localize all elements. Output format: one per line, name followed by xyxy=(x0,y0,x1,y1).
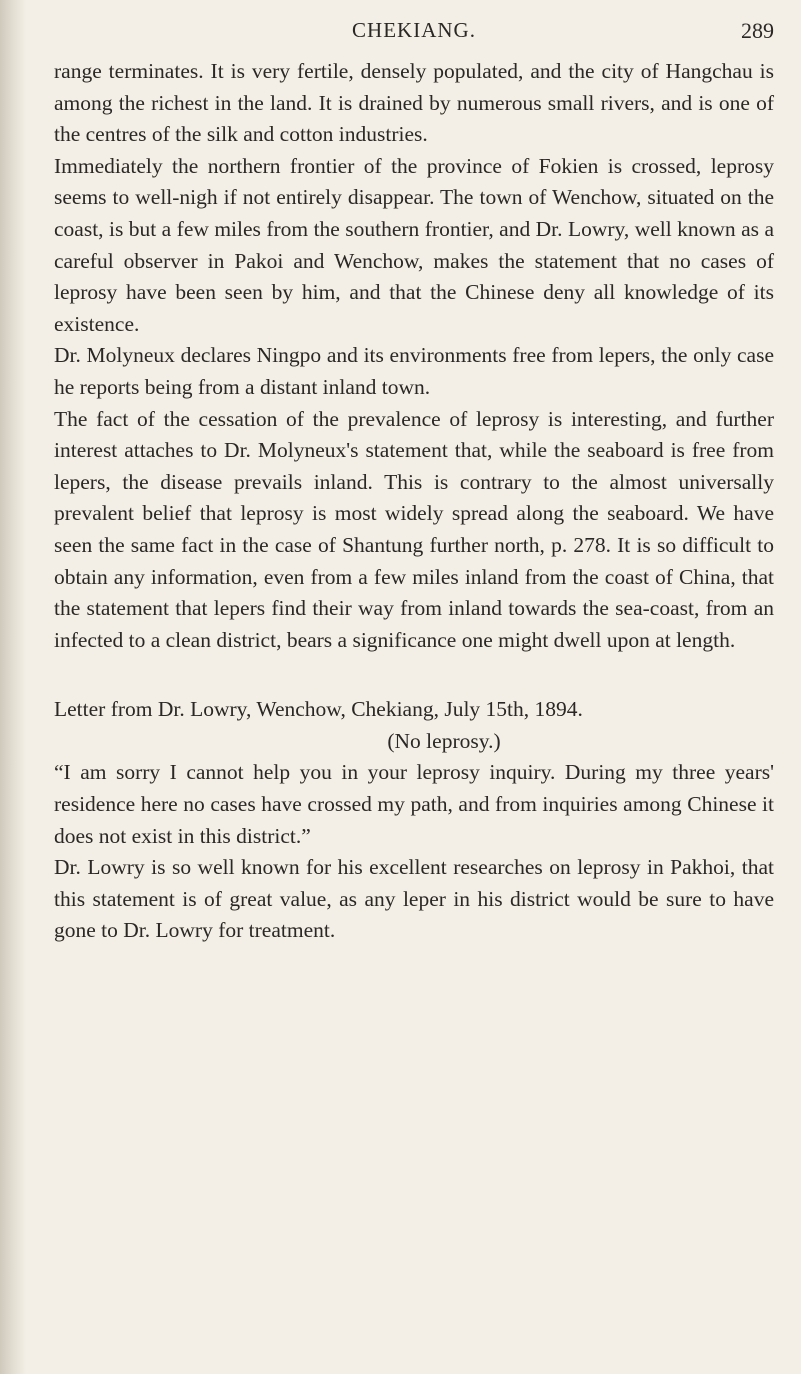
letter-closing: Dr. Lowry is so well known for his excellent researches on leprosy in Pakhoi, that this statement is of great value, as any leper in his district would be sure to have gone to Dr. Lowry for treatment. xyxy=(54,855,774,943)
book-page xyxy=(54,0,774,1374)
letter-heading: Letter from Dr. Lowry, Wenchow, Chekiang, July 15th, 1894. xyxy=(54,697,583,722)
letter-subheading: (No leprosy.) xyxy=(387,728,501,753)
paragraph-ningpo: Dr. Molyneux declares Ningpo and its environments free from lepers, the only case he reports being from a distant inland town. xyxy=(54,343,774,399)
paragraph-continuation: range terminates. It is very fertile, densely populated, and the city of Hangchau is among the richest in the land. It is drained by numerous small rivers, and is one of the centres of the silk and cotton industries. xyxy=(54,59,774,147)
page-header xyxy=(54,18,774,48)
body-text xyxy=(54,56,774,947)
page-edge-shadow xyxy=(0,0,26,1374)
running-head: CHEKIANG. xyxy=(352,18,476,42)
page-number: 289 xyxy=(741,18,774,43)
letter-quote: “I am sorry I cannot help you in your leprosy inquiry. During my three years' residence here no cases have crossed my path, and from inquiries among Chinese it does not exist in this district.” xyxy=(54,760,774,848)
paragraph-fokien: Immediately the northern frontier of the province of Fokien is crossed, leprosy seems to well-nigh if not entirely disappear. The town of Wenchow, situated on the coast, is but a few miles from the southern frontier, and Dr. Lowry, well known as a careful observer in Pakoi and Wenchow, makes the statement that no cases of leprosy have been seen by him, and that the Chinese deny all knowledge of its existence. xyxy=(54,153,774,336)
paragraph-cessation: The fact of the cessation of the prevalence of leprosy is interesting, and further interest attaches to Dr. Molyneux's statement that, while the seaboard is free from lepers, the disease prevails inland. This is contrary to the almost universally prevalent belief that leprosy is most widely spread along the seaboard. We have seen the same fact in the case of Shantung further north, p. 278. It is so difficult to obtain any information, even from a few miles inland from the coast of China, that the statement that lepers find their way from inland towards the sea-coast, from an infected to a clean district, bears a significance one might dwell upon at length. xyxy=(54,406,774,652)
section-gap xyxy=(54,656,774,694)
